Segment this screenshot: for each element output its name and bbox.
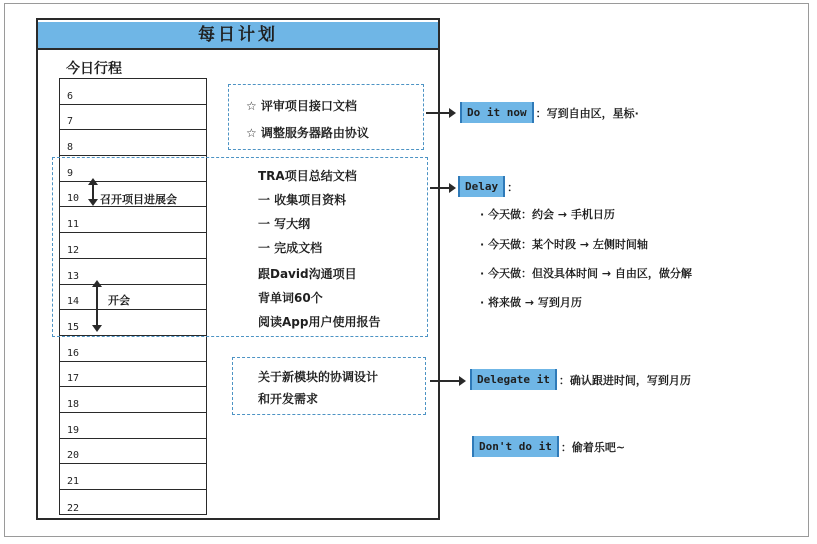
task-dev-requirements: 和开发需求 [258, 392, 319, 406]
hour-label: 22 [67, 502, 80, 514]
arrow-to-do-it-now [426, 112, 454, 114]
arrow-to-delay [430, 187, 454, 189]
hour-label: 6 [67, 90, 74, 102]
hour-label: 20 [67, 450, 80, 462]
hour-label: 14 [67, 296, 80, 308]
hour-slot [60, 105, 206, 131]
hour-slot [60, 362, 206, 388]
do-it-now-note: ：写到自由区，星标· [535, 106, 639, 120]
category-dont-do [472, 436, 625, 457]
task-finish-doc: 一 完成文档 [258, 241, 323, 255]
page-title: 每日计划 [38, 22, 438, 50]
dont-do-badge: Don't do it [472, 436, 559, 457]
hour-slot [60, 439, 206, 465]
task-talk-david: 跟David沟通项目 [258, 267, 357, 281]
delegate-badge: Delegate it [470, 369, 557, 390]
hour-label: 10 [67, 193, 80, 205]
delay-rule-appointment: · 今天做：约会 → 手机日历 [480, 208, 615, 221]
hour-slot [60, 79, 206, 105]
hour-label: 17 [67, 373, 80, 385]
hour-label: 8 [67, 142, 74, 154]
event-label-meeting: 开会 [108, 294, 130, 307]
dont-do-note: ：偷着乐吧~ [560, 440, 626, 454]
delay-task-box [52, 157, 428, 337]
hour-slot [60, 490, 206, 516]
hour-label: 19 [67, 424, 80, 436]
schedule-title: 今日行程 [66, 61, 122, 77]
hour-label: 16 [67, 347, 80, 359]
delay-colon: ： [507, 180, 519, 194]
delay-badge: Delay [458, 176, 505, 197]
delay-rule-timeslot: · 今天做：某个时段 → 左侧时间轴 [480, 238, 648, 251]
task-review-interface-doc: ☆ 评审项目接口文档 [246, 99, 357, 113]
hour-label: 13 [67, 270, 80, 282]
hour-label: 7 [67, 116, 74, 128]
category-do-it-now [460, 102, 639, 123]
hour-slot [60, 336, 206, 362]
arrow-to-delegate [430, 380, 464, 382]
hour-slot [60, 413, 206, 439]
hour-label: 15 [67, 321, 80, 333]
hour-label: 12 [67, 244, 80, 256]
task-tra-summary: TRA项目总结文档 [258, 169, 357, 183]
delegate-note: ：确认跟进时间，写到月历 [558, 373, 691, 387]
hour-label: 21 [67, 476, 80, 488]
do-it-now-badge: Do it now [460, 102, 534, 123]
hour-label: 18 [67, 399, 80, 411]
task-read-app-report: 阅读App用户使用报告 [258, 315, 381, 329]
event-label-progress-meeting: 召开项目进展会 [100, 193, 177, 206]
task-write-outline: 一 写大纲 [258, 217, 311, 231]
delay-rule-future: · 将来做 → 写到月历 [480, 296, 582, 309]
hour-slot [60, 465, 206, 491]
task-module-coordination: 关于新模块的协调设计 [258, 370, 379, 384]
hour-label: 11 [67, 219, 80, 231]
delay-rule-no-time: · 今天做：但没具体时间 → 自由区，做分解 [480, 267, 692, 280]
task-vocab: 背单词60个 [258, 291, 323, 305]
category-delay [458, 176, 518, 197]
task-adjust-routing: ☆ 调整服务器路由协议 [246, 126, 369, 140]
hour-label: 9 [67, 167, 74, 179]
hour-slot [60, 130, 206, 156]
category-delegate [470, 369, 691, 390]
hour-slot [60, 387, 206, 413]
task-collect-materials: 一 收集项目资料 [258, 193, 347, 207]
